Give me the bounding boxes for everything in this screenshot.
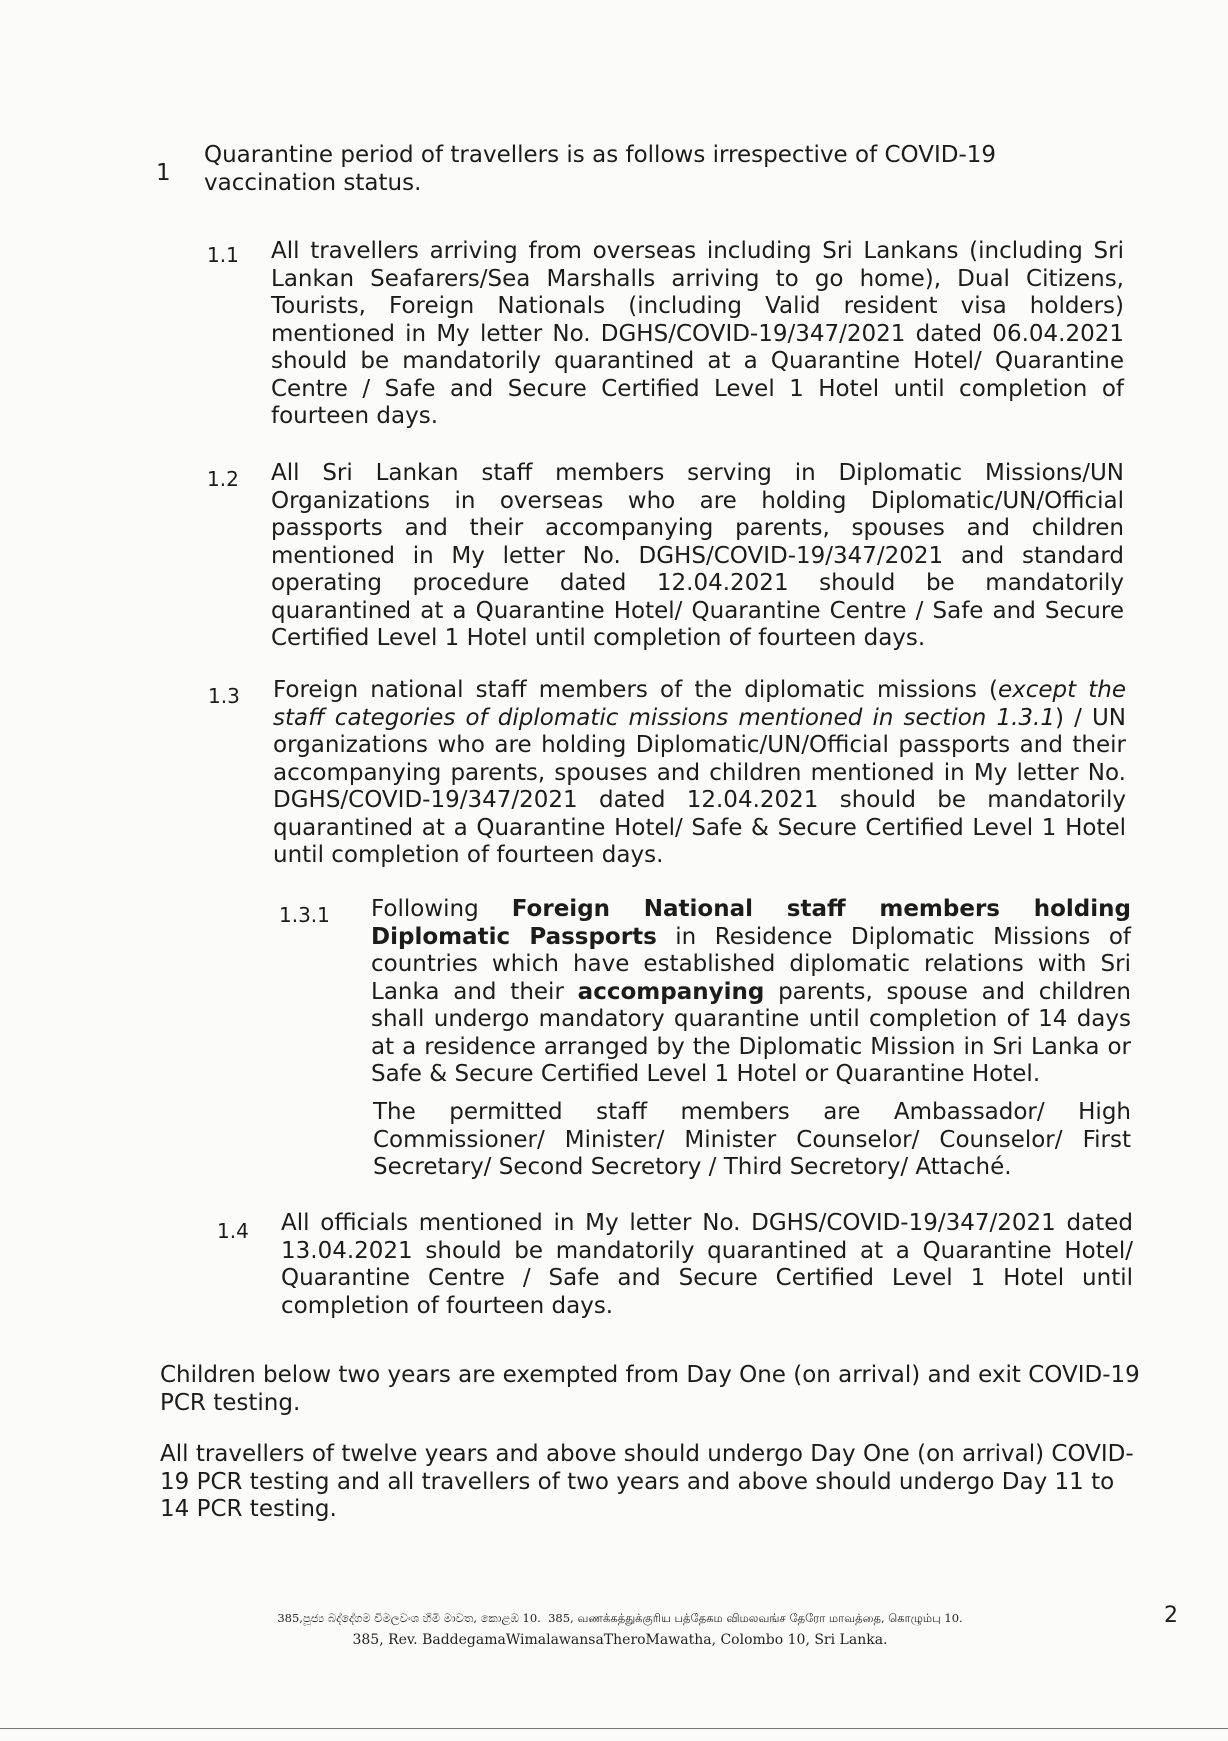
item-1-1-text: All travellers arriving from overseas including Sri Lankans (including Sri Lankan Seafarers/Sea Marshalls arriving to go home), Dual Citizens, Tourists, Foreign Nationals (including Valid resident visa holders) mentioned in My letter No. DGHS/COVID-19/347/2021 dated 06.04.2021 should be mandatorily quarantined at a Quarantine Hotel/ Quarantine Centre / Safe and Secure Certified Level 1 Hotel until completion of fourteen days. xyxy=(271,238,1124,429)
section-intro: Quarantine period of travellers is as follows irrespective of COVID-19 vaccination status. xyxy=(204,142,997,196)
item-1-2-text: All Sri Lankan staff members serving in Diplomatic Missions/UN Organizations in overseas who are holding Diplomatic/UN/Official passports and their accompanying parents, spouses and children mentioned in My letter No. DGHS/COVID-19/347/2021 and standard operating procedure dated 12.04.2021 should be mandatorily quarantined at a Quarantine Hotel/ Quarantine Centre / Safe and Secure Certified Level 1 Hotel until completion of fourteen days. xyxy=(271,460,1124,651)
bottom-rule xyxy=(0,1728,1228,1729)
footer-tamil: 385, வணக்கத்துக்குரிய பத்தேகம விமலவங்ச தேரோ மாவத்தை, கொழும்பு 10. xyxy=(548,1611,963,1625)
item-1-3-text: Foreign national staff members of the diplomatic missions (except the staff categories of diplomatic missions mentioned in section 1.3.1) / UN organizations who are holding Diplomatic/UN/Official passports and their accompanying parents, spouses and children mentioned in My letter No. DGHS/COVID-19/347/2021 dated 12.04.2021 should be mandatorily quarantined at a Quarantine Hotel/ Safe & Secure Certified Level 1 Hotel until completion of fourteen days. xyxy=(273,677,1127,868)
note-children: Children below two years are exempted from Day One (on arrival) and exit COVID-19 PCR testing. xyxy=(160,1362,1140,1416)
item-1-3-1-number: 1.3.1 xyxy=(279,903,330,927)
page-number: 2 xyxy=(1164,1603,1178,1628)
item-1-1-number: 1.1 xyxy=(207,243,239,267)
item-1-3-number: 1.3 xyxy=(208,684,240,708)
item-1-3-1-text: Following Foreign National staff members holding Diplomatic Passports in Residence Diplomatic Missions of countries which have established diplomatic relations with Sri Lanka and their accompanying parents, spouse and children shall undergo mandatory quarantine until completion of 14 days at a residence arranged by the Diplomatic Mission in Sri Lanka or Safe & Secure Certified Level 1 Hotel or Quarantine Hotel. xyxy=(371,896,1131,1087)
item-1-4-text: All officials mentioned in My letter No. DGHS/COVID-19/347/2021 dated 13.04.2021 should be mandatorily quarantined at a Quarantine Hotel/ Quarantine Centre / Safe and Secure Certified Level 1 Hotel until completion of fourteen days. xyxy=(281,1210,1133,1319)
item-1-2-number: 1.2 xyxy=(207,467,239,491)
footer-address xyxy=(160,1607,1080,1651)
item-1-4-number: 1.4 xyxy=(217,1219,249,1243)
item-1-3-1-permitted-staff: The permitted staff members are Ambassador/ High Commissioner/ Minister/ Minister Counselor/ Counselor/ First Secretary/ Second Secretory / Third Secretory/ Attaché. xyxy=(373,1099,1131,1180)
footer-english: 385, Rev. BaddegamaWimalawansaTheroMawatha, Colombo 10, Sri Lanka. xyxy=(352,1632,888,1648)
footer-sinhala: 385,පූජ්‍ය බද්දේගම විමලවංශ හිමි මාවත, කොළඹ 10. xyxy=(277,1611,541,1625)
section-number: 1 xyxy=(156,160,171,186)
note-travellers: All travellers of twelve years and above should undergo Day One (on arrival) COVID-19 PCR testing and all travellers of two years and above should undergo Day 11 to 14 PCR testing. xyxy=(160,1441,1134,1522)
